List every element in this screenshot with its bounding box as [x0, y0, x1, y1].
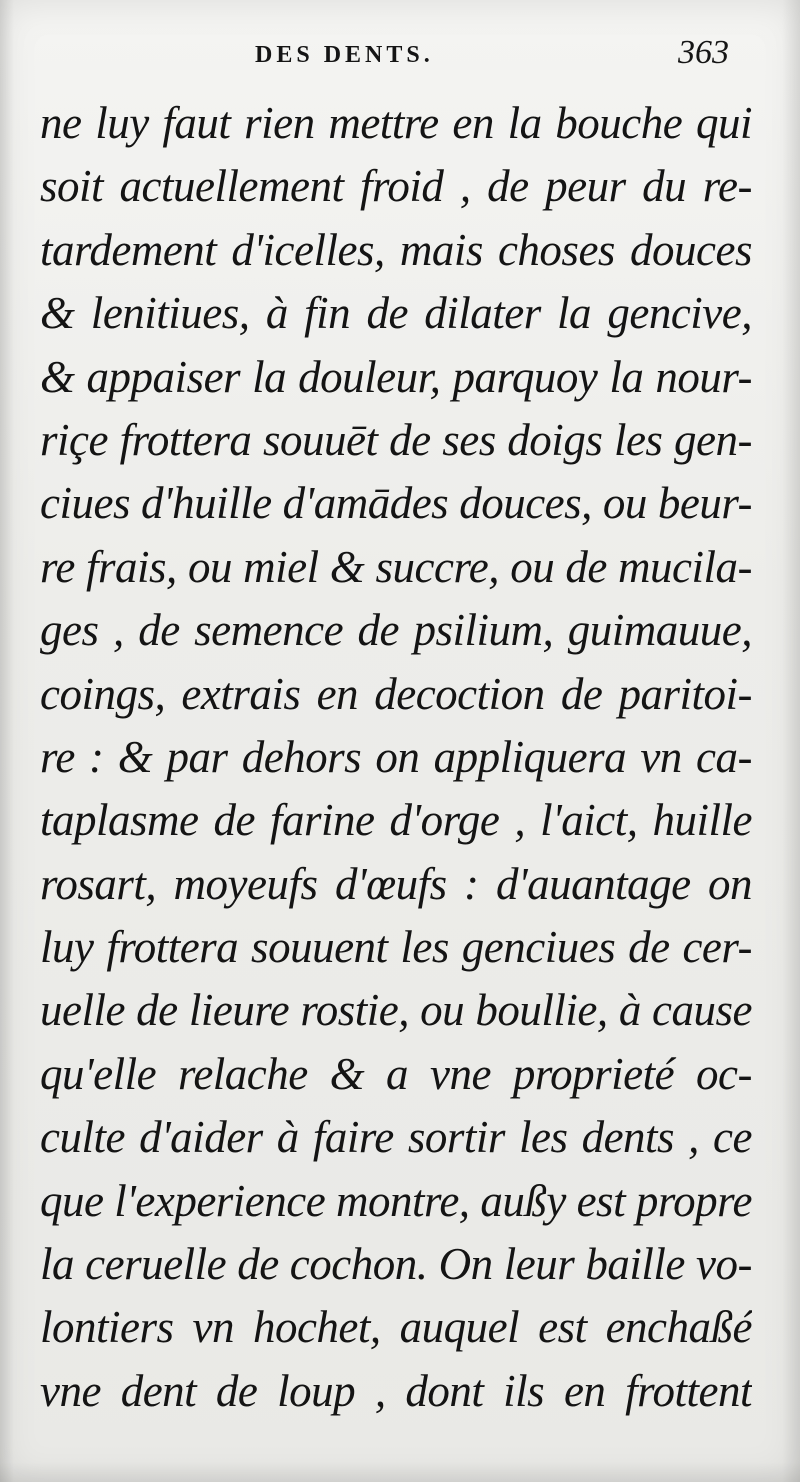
text-line: ciues d'huille d'amādes douces, ou beur- — [40, 478, 752, 529]
text-line: la ceruelle de cochon. On leur baille vo- — [40, 1239, 752, 1290]
text-line: soit actuellement froid , de peur du re- — [40, 161, 752, 212]
gutter-shadow — [0, 0, 14, 1482]
bottom-shadow — [0, 1462, 800, 1482]
text-line: taplasme de farine d'orge , l'aict, huille — [40, 795, 752, 846]
text-line: & appaiser la douleur, parquoy la nour- — [40, 351, 752, 402]
text-line: vne dent de loup , dont ils en frottent — [40, 1365, 752, 1416]
text-line: ne luy faut rien mettre en la bouche qui — [40, 98, 752, 148]
page-number: 363 — [678, 34, 729, 71]
text-line: & lenitiues, à fin de dilater la gencive, — [40, 288, 752, 339]
text-line: que l'experience montre, außy est propre — [40, 1175, 752, 1226]
text-line: culte d'aider à faire sortir les dents , ce — [40, 1112, 752, 1163]
running-head: DES DENTS. — [255, 42, 434, 68]
text-line: luy frottera souuent les genciues de cer- — [40, 922, 752, 973]
text-line: uelle de lieure rostie, ou boullie, à cause — [40, 985, 752, 1036]
page-edge-shadow — [782, 0, 800, 1482]
text-line: tardement d'icelles, mais choses douces — [40, 224, 752, 275]
body-text — [40, 92, 760, 1423]
text-line: riçe frottera souuēt de ses doigs les gen- — [40, 414, 752, 465]
text-line: qu'elle relache & a vne proprieté oc- — [40, 1048, 752, 1099]
text-line: rosart, moyeufs d'œufs : d'auantage on — [40, 858, 752, 909]
text-line: ges , de semence de psilium, guimauue, — [40, 605, 752, 656]
text-line: lontiers vn hochet, auquel est enchaßé — [40, 1302, 752, 1353]
text-line: re frais, ou miel & succre, ou de mucila- — [40, 541, 752, 592]
text-line: coings, extrais en decoction de paritoi- — [40, 668, 752, 719]
text-line: re : & par dehors on appliquera vn ca- — [40, 731, 752, 782]
